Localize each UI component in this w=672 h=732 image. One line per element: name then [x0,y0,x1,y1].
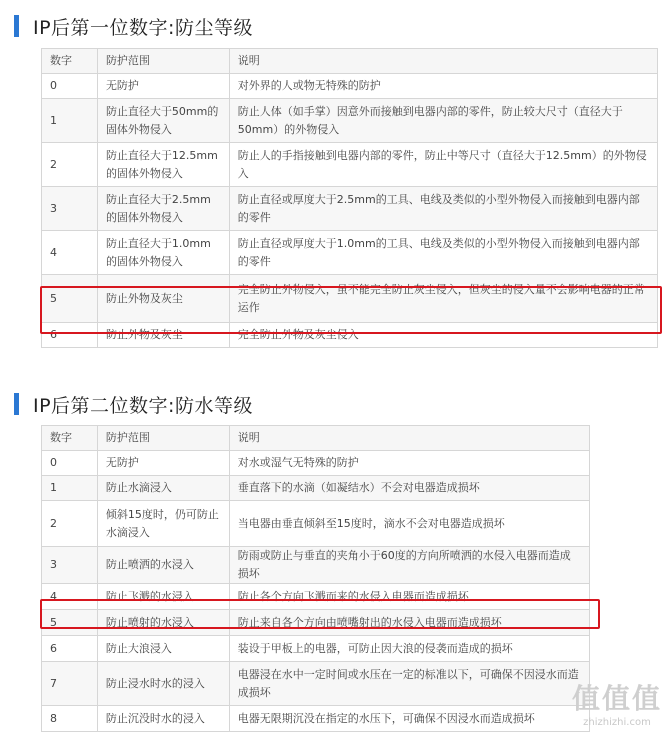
desc-cell: 防止来自各个方向由喷嘴射出的水侵入电器而造成损坏 [229,610,589,636]
scope-cell: 防止大浪浸入 [97,636,229,662]
digit-cell: 6 [42,323,98,348]
watermark-logo: 值值值 [571,682,662,715]
table-row [42,662,590,706]
scope-cell: 防止沉没时水的浸入 [97,706,229,732]
table-row [42,547,590,584]
digit-cell: 4 [42,231,98,275]
scope-cell: 防止飞溅的水浸入 [97,584,229,610]
digit-cell: 7 [42,662,98,706]
table-row [42,476,590,501]
scope-cell: 防止直径大于12.5mm的固体外物侵入 [97,143,229,187]
table-header-row [42,426,590,451]
highlight-box-water-level-5 [40,599,600,629]
scope-cell: 防止喷射的水浸入 [97,610,229,636]
table-row [42,74,658,99]
table-row [42,636,590,662]
digit-cell: 0 [42,451,98,476]
digit-cell: 3 [42,547,98,584]
highlight-box-dust-level-5 [40,286,662,334]
watermark [572,677,662,728]
header-cell: 防护范围 [97,49,229,74]
section-title: IP后第二位数字:防水等级 [33,394,253,417]
desc-cell: 完全防止外物侵入，虽不能完全防止灰尘侵入，但灰尘的侵入量不会影响电器的正常运作 [229,275,657,323]
desc-cell: 装设于甲板上的电器，可防止因大浪的侵袭而造成的损坏 [229,636,589,662]
desc-cell: 防止直径或厚度大于1.0mm的工具、电线及类似的小型外物侵入而接触到电器内部的零件 [229,231,657,275]
desc-cell: 对水或湿气无特殊的防护 [229,451,589,476]
table-row [42,706,590,732]
table-row [42,187,658,231]
digit-cell: 3 [42,187,98,231]
digit-cell: 0 [42,74,98,99]
header-cell: 说明 [229,49,657,74]
heading-accent-bar [14,393,19,415]
scope-cell: 无防护 [97,451,229,476]
desc-cell: 防止人体（如手掌）因意外而接触到电器内部的零件，防止较大尺寸（直径大于50mm）的外物侵入 [229,99,657,143]
table-row [42,143,658,187]
desc-cell: 防止各个方向飞溅而来的水侵入电器而造成损坏 [229,584,589,610]
scope-cell: 防止浸水时水的浸入 [97,662,229,706]
digit-cell: 6 [42,636,98,662]
digit-cell: 2 [42,143,98,187]
desc-cell: 电器浸在水中一定时间或水压在一定的标准以下，可确保不因浸水而造成损坏 [229,662,589,706]
desc-cell: 垂直落下的水滴（如凝结水）不会对电器造成损坏 [229,476,589,501]
header-cell: 数字 [42,426,98,451]
watermark-site: zhizhizhi.com [583,717,651,728]
digit-cell: 1 [42,476,98,501]
table-row [42,231,658,275]
desc-cell: 防止直径或厚度大于2.5mm的工具、电线及类似的小型外物侵入而接触到电器内部的零件 [229,187,657,231]
scope-cell: 防止水滴浸入 [97,476,229,501]
header-cell: 防护范围 [97,426,229,451]
desc-cell: 电器无限期沉没在指定的水压下，可确保不因浸水而造成损坏 [229,706,589,732]
table-header-row [42,49,658,74]
heading-accent-bar [14,15,19,37]
table-row [42,451,590,476]
header-cell: 说明 [229,426,589,451]
table-row [42,99,658,143]
scope-cell: 倾斜15度时，仍可防止水滴浸入 [97,501,229,547]
section-heading-water [14,391,253,417]
desc-cell: 完全防止外物及灰尘侵入 [229,323,657,348]
digit-cell: 5 [42,275,98,323]
desc-cell: 当电器由垂直倾斜至15度时，滴水不会对电器造成损坏 [229,501,589,547]
desc-cell: 防雨或防止与垂直的夹角小于60度的方向所喷洒的水侵入电器而造成损坏 [229,547,589,584]
section-heading-dust [14,13,253,39]
scope-cell: 防止外物及灰尘 [97,323,229,348]
scope-cell: 防止直径大于1.0mm的固体外物侵入 [97,231,229,275]
scope-cell: 防止直径大于2.5mm的固体外物侵入 [97,187,229,231]
digit-cell: 4 [42,584,98,610]
digit-cell: 1 [42,99,98,143]
scope-cell: 防止外物及灰尘 [97,275,229,323]
digit-cell: 8 [42,706,98,732]
digit-cell: 2 [42,501,98,547]
scope-cell: 防止喷洒的水浸入 [97,547,229,584]
scope-cell: 防止直径大于50mm的固体外物侵入 [97,99,229,143]
scope-cell: 无防护 [97,74,229,99]
section-title: IP后第一位数字:防尘等级 [33,16,253,39]
desc-cell: 防止人的手指接触到电器内部的零件，防止中等尺寸（直径大于12.5mm）的外物侵入 [229,143,657,187]
desc-cell: 对外界的人或物无特殊的防护 [229,74,657,99]
water-rating-table [41,425,590,732]
table-row [42,501,590,547]
header-cell: 数字 [42,49,98,74]
digit-cell: 5 [42,610,98,636]
